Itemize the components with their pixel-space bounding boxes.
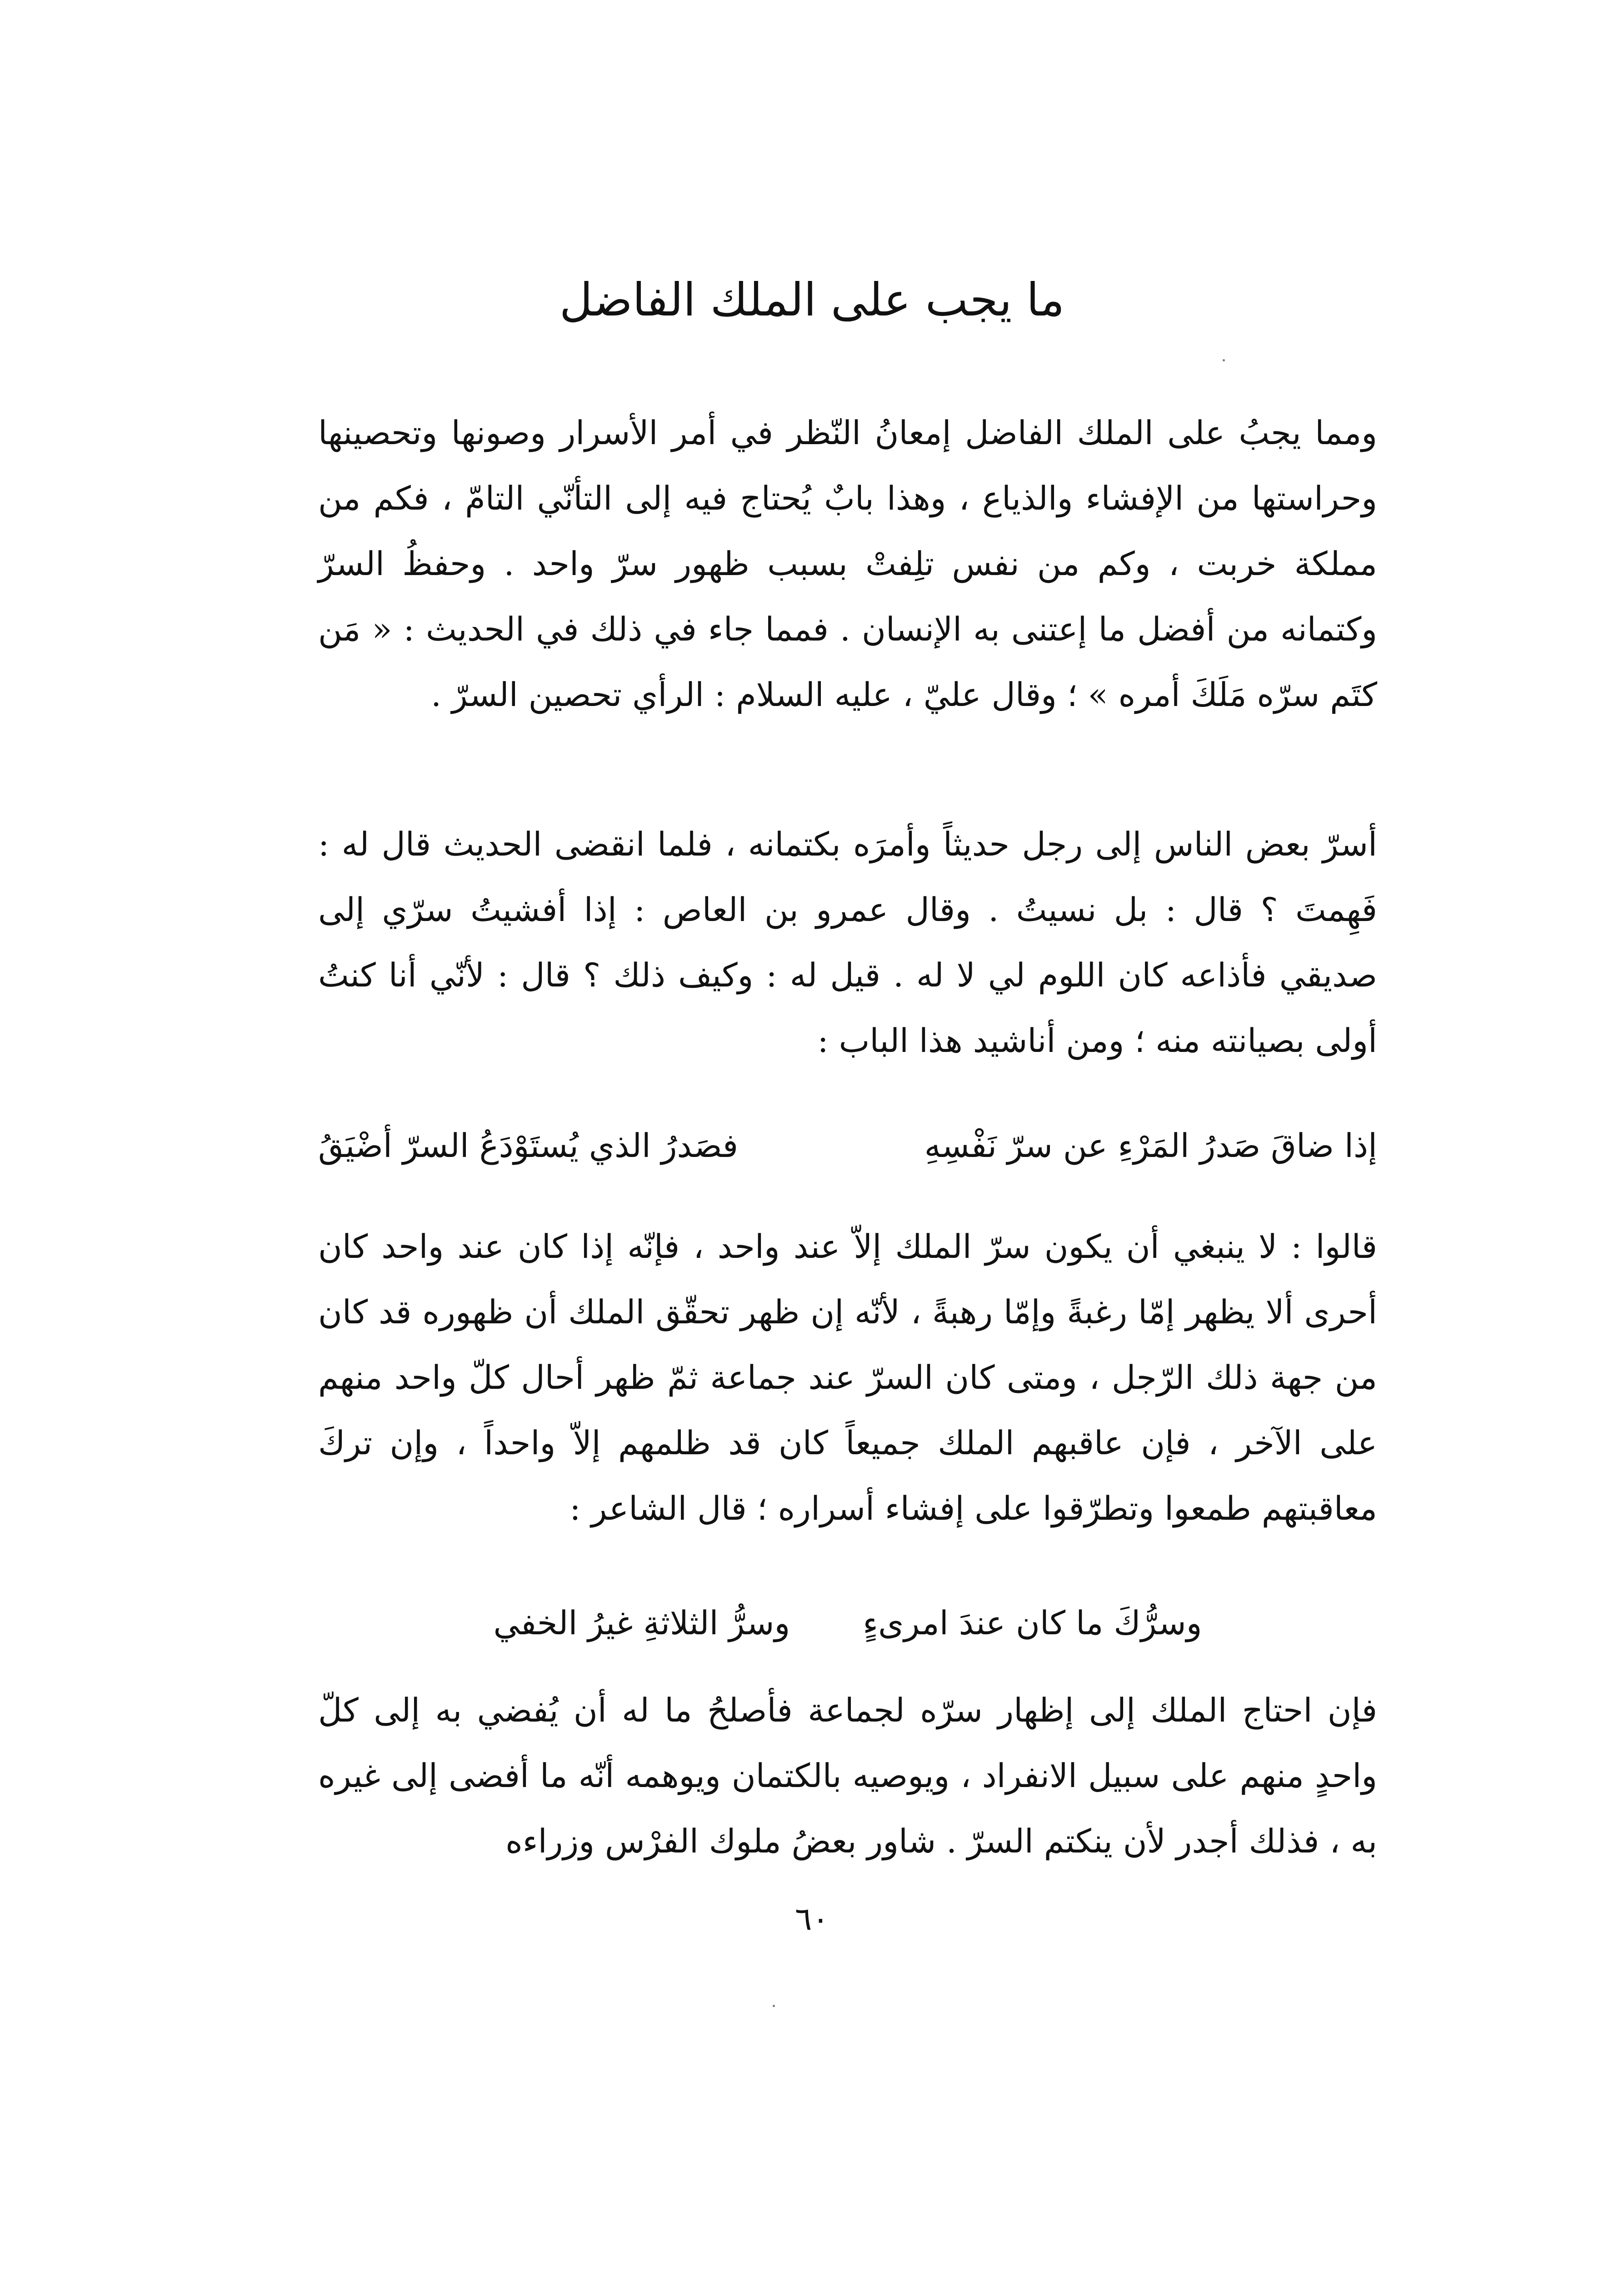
scan-speck (773, 2005, 775, 2007)
paragraph-2: أسرّ بعض الناس إلى رجل حديثاً وأمرَه بكتمانه ، فلما انقضى الحديث قال له : فَهِمتَ ؟ قال : بل نسيتُ . وقال عمرو بن العاص : إذا أفشيتُ سرّي إلى صديقي فأذاعه كان اللوم لي لا له . قيل له : وكيف ذلك ؟ قال : لأنّي أنا كنتُ أولى بصيانته منه ؛ ومن أناشيد هذا الباب : (318, 825, 1377, 1060)
verse-2-second-hemistich: وسرُّ الثلاثةِ غيرُ الخفي (493, 1604, 790, 1642)
verse-1-first-hemistich: إذا ضاقَ صَدرُ المَرْءِ عن سرّ نَفْسِهِ (924, 1126, 1377, 1165)
verse-2 (318, 1596, 1377, 1650)
paragraph-4: فإن احتاج الملك إلى إظهار سرّه لجماعة فأصلحُ ما له أن يُفضي به إلى كلّ واحدٍ منهم على سبيل الانفراد ، ويوصيه بالكتمان ويوهمه أنّه ما أفضى إلى غيره به ، فذلك أجدر لأن ينكتم السرّ . شاور بعضُ ملوك الفرْس وزراءه (318, 1691, 1377, 1860)
verse-1-second-hemistich: فصَدرُ الذي يُستَوْدَعُ السرّ أضْيَقُ (318, 1126, 739, 1165)
verse-1 (318, 1118, 1377, 1173)
paragraph-1: ومما يجبُ على الملك الفاضل إمعانُ النّظر في أمر الأسرار وصونها وتحصينها وحراستها من الإفشاء والذياع ، وهذا بابٌ يُحتاج فيه إلى التأنّي التامّ ، فكم من مملكة خربت ، وكم من نفس تلِفتْ بسبب ظهور سرّ واحد . وحفظُ السرّ وكتمانه من أفضل ما إعتنى به الإنسان . فمما جاء في ذلك في الحديث : « مَن كتَم سرّه مَلَكَ أمره » ؛ وقال عليّ ، عليه السلام : الرأي تحصين السرّ . (318, 414, 1377, 714)
page-number: ٦٠ (795, 1900, 829, 1938)
scan-speck (1223, 359, 1225, 361)
page-title: ما يجب على الملك الفاضل (559, 273, 1065, 326)
verse-2-first-hemistich: وسرُّكَ ما كان عندَ امرىءٍ (863, 1604, 1202, 1642)
paragraph-3: قالوا : لا ينبغي أن يكون سرّ الملك إلاّ عند واحد ، فإنّه إذا كان عند واحد كان أحرى ألا يظهر إمّا رغبةً وإمّا رهبةً ، لأنّه إن ظهر تحقّق الملك أن ظهوره قد كان من جهة ذلك الرّجل ، ومتى كان السرّ عند جماعة ثمّ ظهر أحال كلّ واحد منهم على الآخر ، فإن عاقبهم الملك جميعاً كان قد ظلمهم إلاّ واحداً ، وإن تركَ معاقبتهم طمعوا وتطرّقوا على إفشاء أسراره ؛ قال الشاعر : (318, 1227, 1378, 1527)
